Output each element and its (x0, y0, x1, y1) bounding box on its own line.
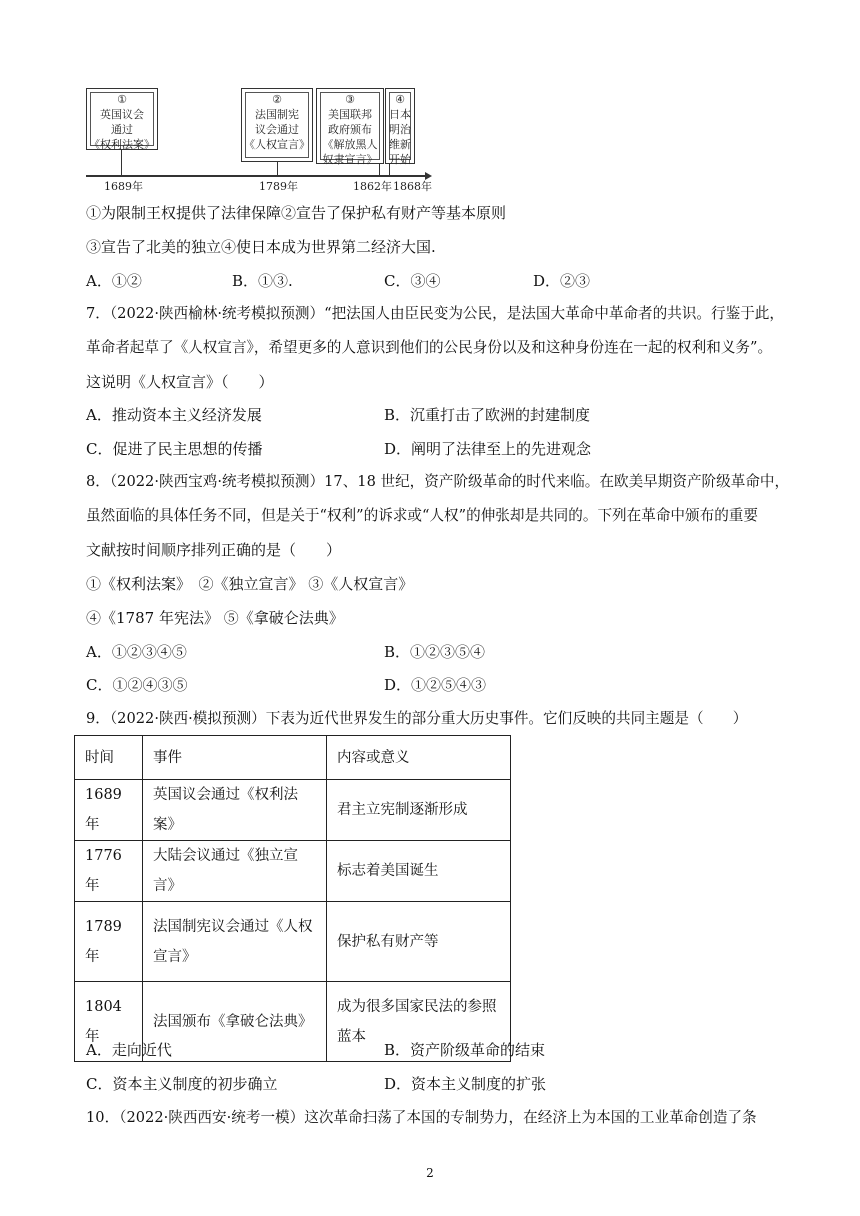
timeline-year: 1689年 (104, 180, 143, 193)
q6-option-c[interactable]: C．③④ (384, 272, 441, 290)
q8-option-b[interactable]: B．①②③⑤④ (384, 643, 486, 661)
timeline-box-4: ④ 日本 明治 维新 开始 (385, 88, 415, 164)
timeline-tick-1 (121, 150, 122, 176)
table-header-cell: 内容或意义 (327, 736, 511, 780)
table-cell: 大陆会议通过《独立宣言》 (143, 841, 327, 902)
table-cell: 标志着美国诞生 (327, 841, 511, 902)
q9-option-a[interactable]: A．走向近代 (86, 1041, 172, 1059)
timeline-tick-2 (277, 162, 278, 176)
table-cell: 1804 年 (75, 982, 143, 1062)
q9-stem-line: 9．（2022·陕西·模拟预测）下表为近代世界发生的部分重大历史事件。它们反映的共同主题是（ ） (86, 710, 748, 727)
timeline-arrow-icon (425, 172, 432, 180)
table-cell: 法国制宪议会通过《人权宣言》 (143, 902, 327, 982)
table-cell: 英国议会通过《权利法案》 (143, 780, 327, 841)
table-row (75, 841, 511, 902)
q8-stem-line: 文献按时间顺序排列正确的是（ ） (86, 541, 342, 559)
table-cell: 保护私有财产等 (327, 902, 511, 982)
q8-stem-line: 8．（2022·陕西宝鸡·统考模拟预测）17、18 世纪，资产阶级革命的时代来临。在欧美早期资产阶级革命中， (86, 473, 790, 490)
q7-option-b[interactable]: B．沉重打击了欧洲的封建制度 (384, 406, 591, 424)
table-header-row (75, 736, 511, 780)
q7-stem-line: 这说明《人权宣言》（ ） (86, 373, 274, 391)
table-cell: 1689 年 (75, 780, 143, 841)
q10-stem-line: 10．（2022·陕西西安·统考一模）这次革命扫荡了本国的专制势力，在经济上为本国的工业革命创造了条 (86, 1109, 757, 1126)
table-header-cell: 时间 (75, 736, 143, 780)
q8-option-d[interactable]: D．①②⑤④③ (384, 676, 487, 694)
timeline-year: 1862年 (353, 180, 392, 193)
q6-option-a[interactable]: A．①② (86, 272, 142, 290)
table-cell: 君主立宪制逐渐形成 (327, 780, 511, 841)
q7-option-c[interactable]: C．促进了民主思想的传播 (86, 440, 263, 458)
q8-item-line: ①《权利法案》 ②《独立宣言》 ③《人权宣言》 (86, 575, 414, 593)
table-cell: 法国颁布《拿破仑法典》 (143, 982, 327, 1062)
page-number: 2 (426, 1166, 434, 1180)
q7-option-a[interactable]: A．推动资本主义经济发展 (86, 406, 262, 424)
table-row (75, 780, 511, 841)
q8-option-c[interactable]: C．①②④③⑤ (86, 676, 188, 694)
q6-option-b[interactable]: B．①③. (232, 272, 293, 290)
timeline-year: 1868年 (393, 180, 432, 193)
events-table (74, 735, 511, 1062)
table-cell: 1776 年 (75, 841, 143, 902)
timeline-box-2: ② 法国制宪 议会通过 《人权宣言》 (241, 88, 313, 162)
q9-option-c[interactable]: C．资本主义制度的初步确立 (86, 1075, 278, 1093)
q9-option-d[interactable]: D．资本主义制度的扩张 (384, 1075, 547, 1093)
q7-stem-line: 7．（2022·陕西榆林·统考模拟预测）“把法国人由臣民变为公民，是法国大革命中革命者的共识。行鉴于此， (86, 305, 784, 322)
q8-stem-line: 虽然面临的具体任务不同，但是关于“权利”的诉求或“人权”的伸张却是共同的。下列在革命中颁布的重要 (86, 507, 758, 524)
timeline-box-1: ① 英国议会 通过 《权利法案》 (86, 88, 158, 150)
timeline-axis (86, 175, 426, 177)
q8-option-a[interactable]: A．①②③④⑤ (86, 643, 187, 661)
q8-item-line: ④《1787 年宪法》 ⑤《拿破仑法典》 (86, 609, 344, 627)
q6-option-d[interactable]: D．②③ (533, 272, 591, 290)
timeline-box-3: ③ 美国联邦 政府颁布 《解放黑人 奴隶宣言》 (316, 88, 384, 164)
q9-option-b[interactable]: B．资产阶级革命的结束 (384, 1041, 546, 1059)
q7-option-d[interactable]: D．阐明了法律至上的先进观念 (384, 440, 592, 458)
q6-statement-line: ①为限制王权提供了法律保障②宣告了保护私有财产等基本原则 (86, 204, 507, 222)
q6-statement-line: ③宣告了北美的独立④使日本成为世界第二经济大国. (86, 238, 436, 256)
q7-stem-line: 革命者起草了《人权宣言》，希望更多的人意识到他们的公民身份以及和这种身份连在一起的权利和义务”。 (86, 339, 773, 356)
table-header-cell: 事件 (143, 736, 327, 780)
table-cell: 1789 年 (75, 902, 143, 982)
table-cell: 成为很多国家民法的参照蓝本 (327, 982, 511, 1062)
table-row (75, 902, 511, 982)
timeline-year: 1789年 (259, 180, 298, 193)
